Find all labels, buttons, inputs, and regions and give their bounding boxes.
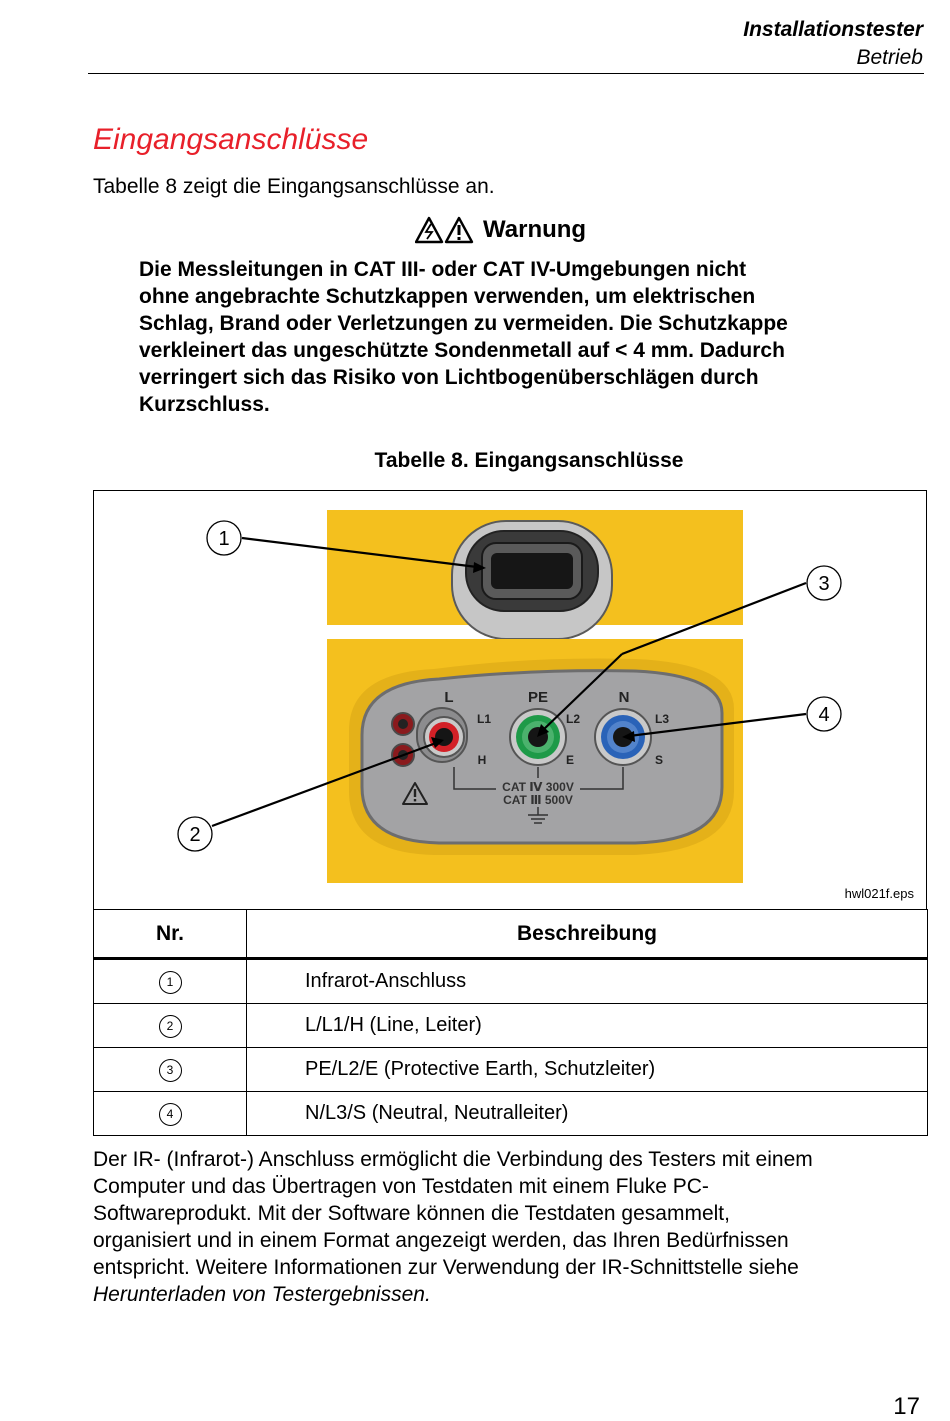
warning-line: Schlag, Brand oder Verletzungen zu vermeiden. Die Schutzkappe (139, 312, 788, 335)
row-description: PE/L2/E (Protective Earth, Schutzleiter) (247, 1048, 928, 1092)
label-PE: PE (527, 689, 549, 706)
row-number: 2 (159, 1015, 182, 1038)
table-row (94, 959, 928, 1004)
body-paragraph (93, 1146, 923, 1308)
warning-line: verringert sich das Risiko von Lichtbogenüberschlägen durch (139, 366, 759, 389)
row-number: 4 (159, 1103, 182, 1126)
label-L3: L3 (654, 712, 670, 726)
input-terminals-figure (94, 491, 926, 909)
warning-title: Warnung (483, 216, 587, 243)
table-caption: Tabelle 8. Eingangsanschlüsse (374, 449, 684, 472)
label-E: E (565, 753, 575, 767)
warning-symbols-icon (415, 216, 477, 244)
warning-line: ohne angebrachte Schutzkappen verwenden, um elektrischen (139, 285, 756, 308)
label-cat2: CAT Ⅲ 500V (503, 793, 573, 807)
row-number: 3 (159, 1059, 182, 1082)
description-table (93, 909, 928, 1136)
header-title: Installationstester (743, 18, 923, 41)
label-L: L (444, 689, 454, 706)
warning-line: verkleinert das ungeschützte Sondenmetall auf < 4 mm. Dadurch (139, 339, 785, 362)
table-row (94, 1004, 928, 1048)
header-beschreibung: Beschreibung (247, 910, 928, 959)
row-number: 1 (159, 971, 182, 994)
label-L2: L2 (565, 712, 581, 726)
label-L1: L1 (476, 712, 492, 726)
callout-2-label: 2 (189, 824, 201, 846)
paragraph-line: Computer und das Übertragen von Testdaten mit einem Fluke PC- (93, 1175, 709, 1198)
warning-body (139, 256, 899, 418)
label-H: H (477, 753, 487, 767)
header-rule (88, 73, 924, 74)
intro-text: Tabelle 8 zeigt die Eingangsanschlüsse an. (93, 175, 495, 198)
paragraph-line: Der IR- (Infrarot-) Anschluss ermöglicht die Verbindung des Testers mit einem (93, 1148, 813, 1171)
table-row (94, 1092, 928, 1136)
page-number: 17 (893, 1393, 920, 1420)
paragraph-line: entspricht. Weitere Informationen zur Verwendung der IR-Schnittstelle siehe (93, 1256, 799, 1279)
table-header-row (94, 910, 928, 959)
warning-line: Kurzschluss. (139, 393, 270, 416)
callout-1-label: 1 (218, 528, 230, 550)
row-description: L/L1/H (Line, Leiter) (247, 1004, 928, 1048)
section-title: Eingangsanschlüsse (93, 123, 369, 156)
table-row (94, 1048, 928, 1092)
header-nr: Nr. (94, 910, 247, 959)
callout-4-label: 4 (818, 704, 830, 726)
warning-heading (415, 216, 586, 244)
label-S: S (654, 753, 664, 767)
cross-reference-link[interactable]: Herunterladen von Testergebnissen. (93, 1283, 431, 1306)
label-cat1: CAT Ⅳ 300V (502, 780, 574, 794)
figure-box (93, 490, 927, 909)
warning-line: Die Messleitungen in CAT III- oder CAT IV-Umgebungen nicht (139, 258, 747, 281)
row-description: N/L3/S (Neutral, Neutralleiter) (247, 1092, 928, 1136)
header-subtitle: Betrieb (856, 46, 923, 69)
callout-3-label: 3 (818, 573, 830, 595)
row-description: Infrarot-Anschluss (247, 959, 928, 1004)
label-N: N (618, 689, 630, 706)
paragraph-line: Softwareprodukt. Mit der Software können die Testdaten gesammelt, (93, 1202, 730, 1225)
figure-filename: hwl021f.eps (844, 886, 914, 901)
paragraph-line: organisiert und in einem Format angezeigt werden, das Ihren Bedürfnissen (93, 1229, 789, 1252)
